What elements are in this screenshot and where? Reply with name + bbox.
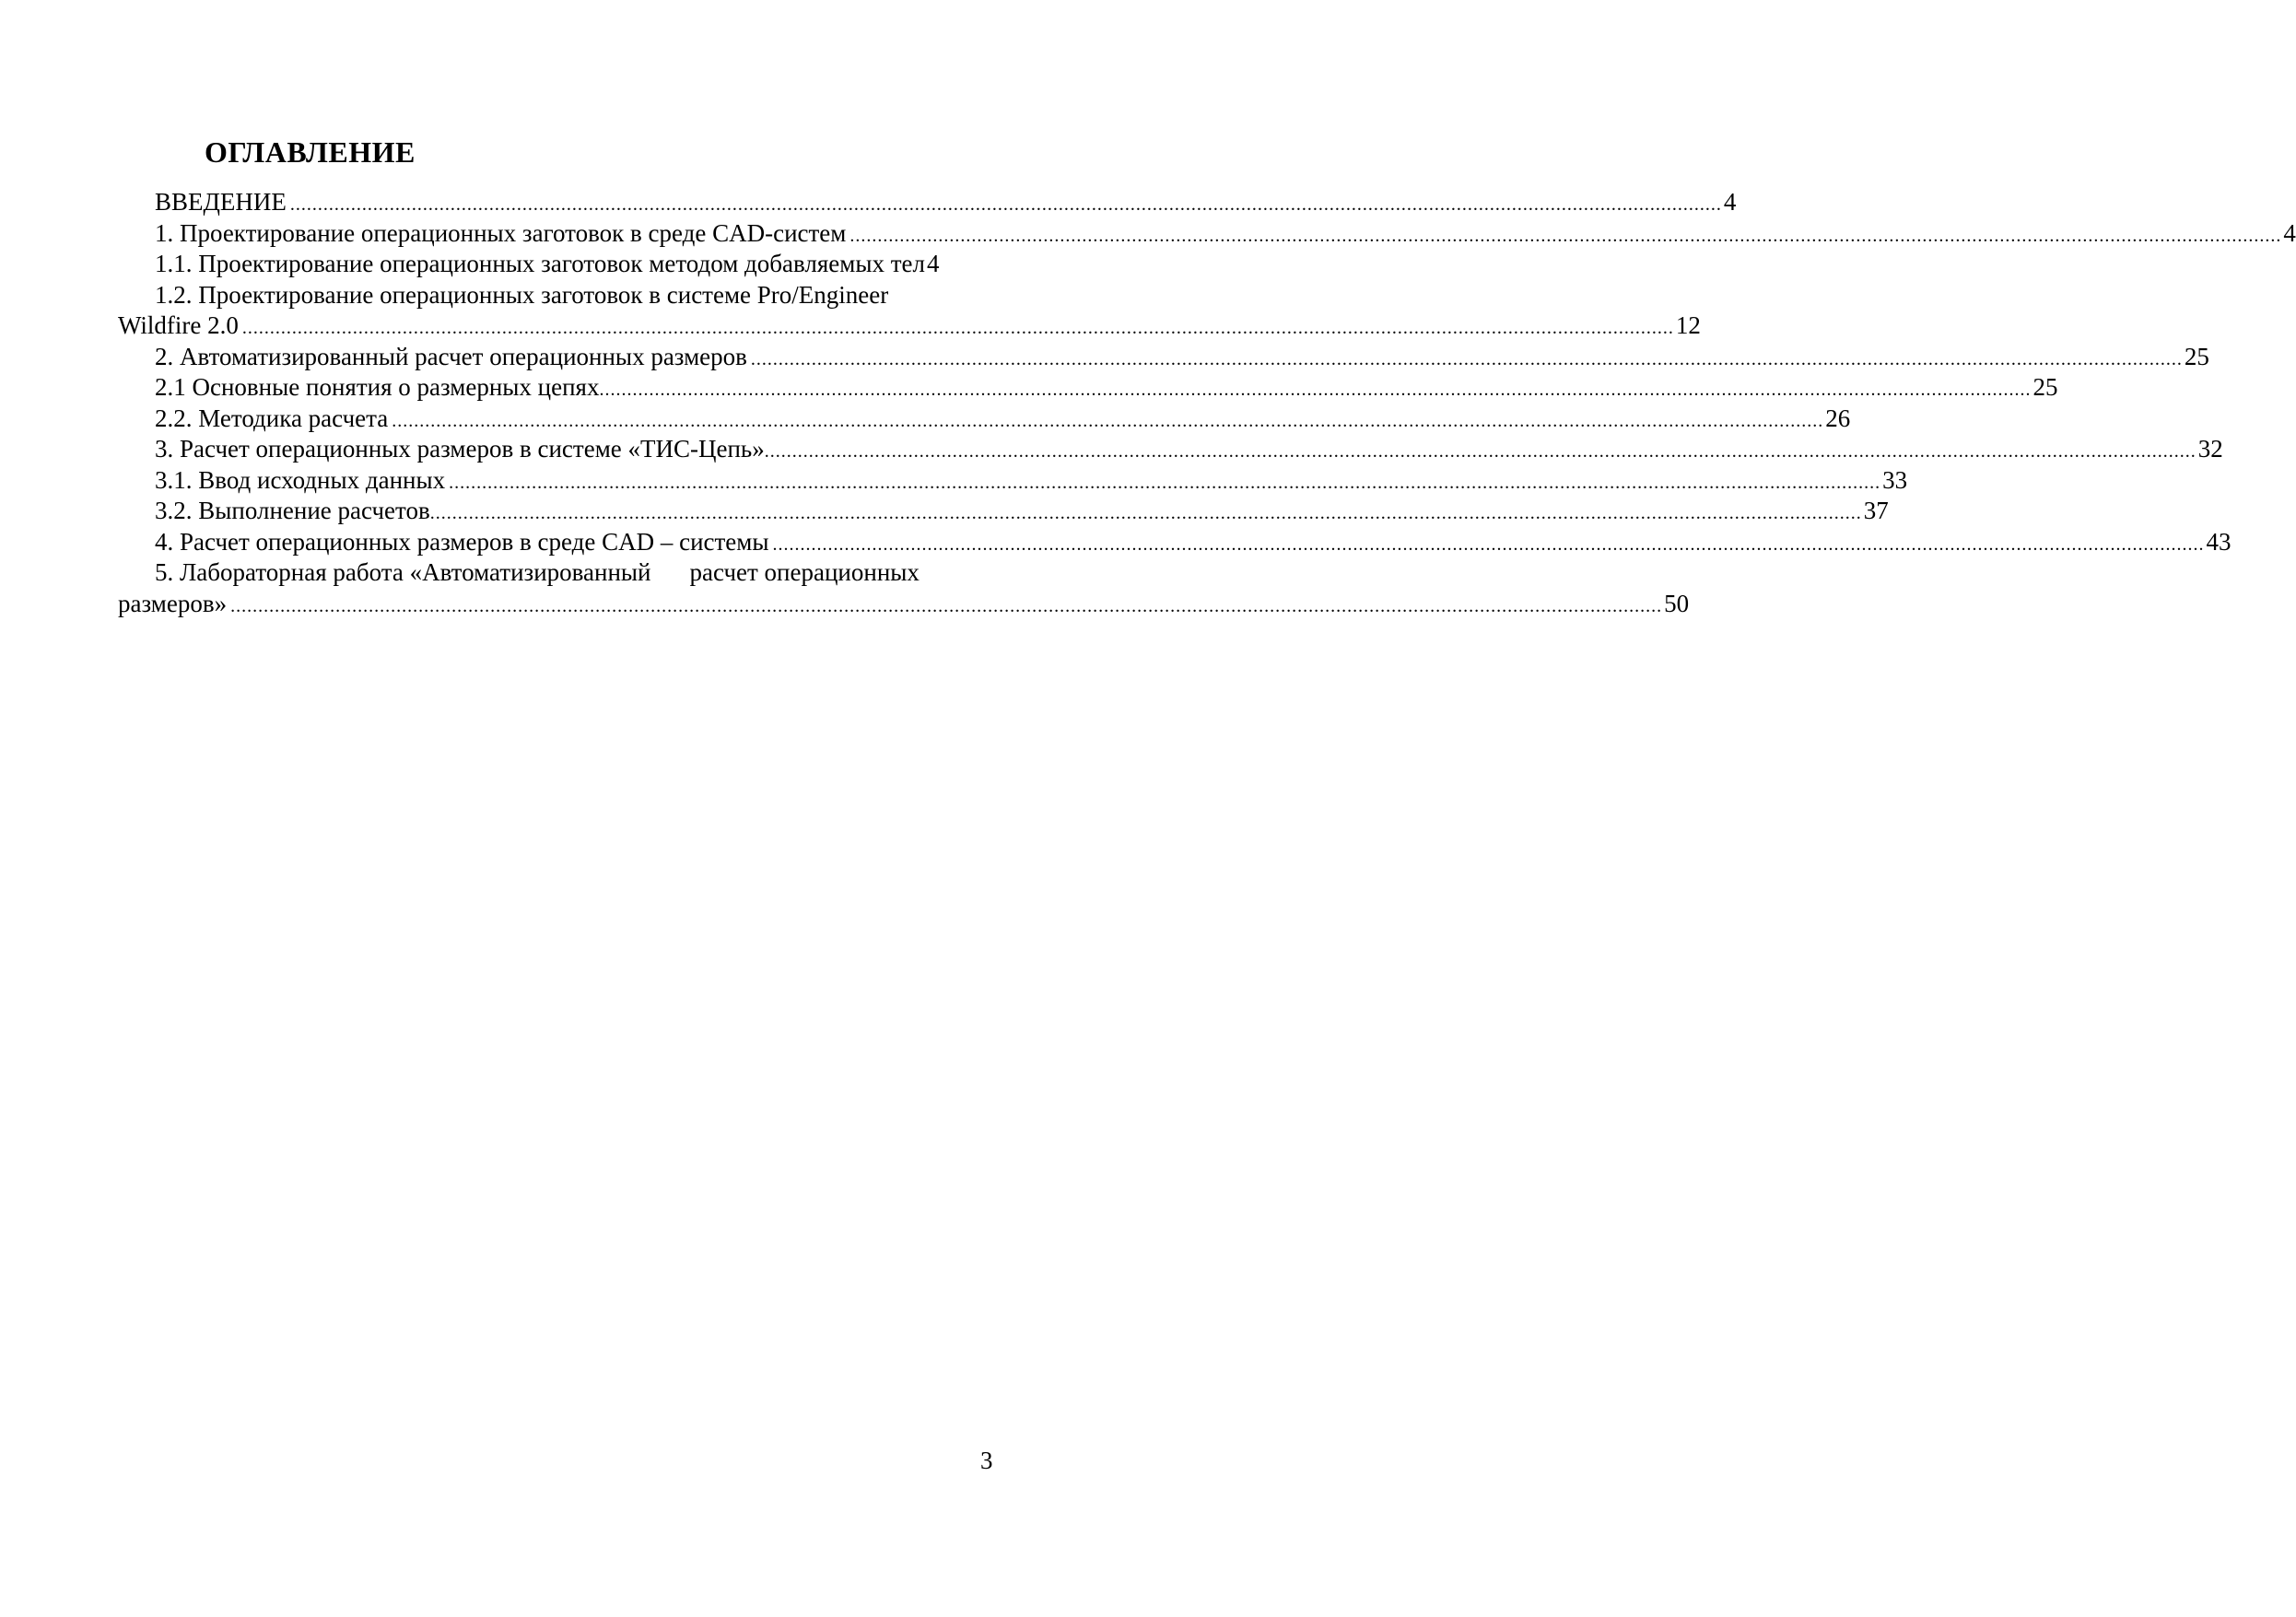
toc-leader-dots: ................................................................................................................................................................................................................................................................... xyxy=(849,225,2282,246)
toc-entry-title: 4. Расчет операционных размеров в среде CAD – системы xyxy=(155,527,769,556)
toc-leader-dots: ................................................................................................................................................................................................................................................................... xyxy=(230,595,1663,616)
toc-entry-title: 1. Проектирование операционных заготовок в среде CAD-систем xyxy=(155,218,847,247)
toc-leader-dots: ................................................................................................................................................................................................................................................................... xyxy=(449,472,1881,493)
table-of-contents xyxy=(118,187,2296,619)
toc-entry-title: 2. Автоматизированный расчет операционных размеров xyxy=(155,342,747,370)
toc-entry[interactable] xyxy=(118,280,1701,342)
toc-entry-page: 4 xyxy=(1723,188,1737,216)
toc-entry-page: 37 xyxy=(1863,497,1889,524)
toc-leader-dots: ................................................................................................................................................................................................................................................................... xyxy=(429,503,1862,523)
toc-entry-page: 33 xyxy=(1882,465,1908,494)
toc-leader-dots: ................................................................................................................................................................................................................................................................... xyxy=(772,533,2205,555)
toc-entry[interactable] xyxy=(136,372,2058,404)
toc-entry-page: 25 xyxy=(2184,342,2209,370)
toc-entry-page: 32 xyxy=(2197,435,2223,463)
toc-entry[interactable] xyxy=(136,187,1737,218)
toc-entry[interactable] xyxy=(136,527,2232,558)
toc-entry-page: 50 xyxy=(1664,589,1690,617)
toc-entry-page: 4 xyxy=(927,250,940,277)
toc-leader-dots: ................................................................................................................................................................................................................................................................... xyxy=(764,441,2196,462)
toc-leader-dots: ................................................................................................................................................................................................................................................................... xyxy=(750,348,2183,369)
toc-entry-page: 4 xyxy=(2283,218,2296,247)
toc-entry-page: 25 xyxy=(2032,373,2058,401)
toc-entry-title: 3.1. Ввод исходных данных xyxy=(155,465,446,494)
toc-entry[interactable] xyxy=(136,434,2223,465)
toc-entry[interactable] xyxy=(118,557,1690,619)
toc-entry[interactable] xyxy=(136,342,2209,373)
toc-entry[interactable] xyxy=(136,496,1889,527)
toc-entry-title-line2: размеров» xyxy=(118,589,228,617)
toc-entry-title: 2.2. Методика расчета xyxy=(155,404,389,432)
toc-entry-title: 3.2. Выполнение расчетов xyxy=(155,497,430,524)
toc-heading: ОГЛАВЛЕНИЕ xyxy=(205,135,416,169)
toc-entry[interactable] xyxy=(136,465,1908,497)
toc-entry-title: ВВЕДЕНИЕ xyxy=(155,188,287,216)
toc-entry-page: 43 xyxy=(2206,527,2232,556)
toc-entry[interactable] xyxy=(136,218,2296,250)
toc-leader-dots: ................................................................................................................................................................................................................................................................... xyxy=(241,318,1674,338)
page-number: 3 xyxy=(980,1447,993,1474)
toc-entry-title-line1-cont: расчет операционных xyxy=(689,558,920,586)
toc-entry-title: 3. Расчет операционных размеров в системе «ТИС-Цепь» xyxy=(155,435,765,463)
toc-entry-title: 2.1 Основные понятия о размерных цепях xyxy=(155,373,600,401)
toc-entry[interactable] xyxy=(136,249,1008,280)
toc-entry-page: 12 xyxy=(1675,311,1701,339)
toc-entry-title: 1.1. Проектирование операционных заготовок методом добавляемых тел xyxy=(155,250,926,277)
toc-entry-title-line2: Wildfire 2.0 xyxy=(118,311,239,339)
toc-leader-dots: ................................................................................................................................................................................................................................................................... xyxy=(599,380,2032,400)
toc-entry-title-line1: 5. Лабораторная работа «Автоматизированный xyxy=(155,558,651,586)
toc-leader-dots: ................................................................................................................................................................................................................................................................... xyxy=(392,410,1824,431)
toc-entry-page: 26 xyxy=(1825,404,1851,432)
toc-entry[interactable] xyxy=(136,404,1851,435)
toc-entry-title-line1: 1.2. Проектирование операционных заготовок в системе Pro/Engineer xyxy=(155,280,889,309)
toc-leader-dots: ................................................................................................................................................................................................................................................................... xyxy=(289,194,1722,215)
